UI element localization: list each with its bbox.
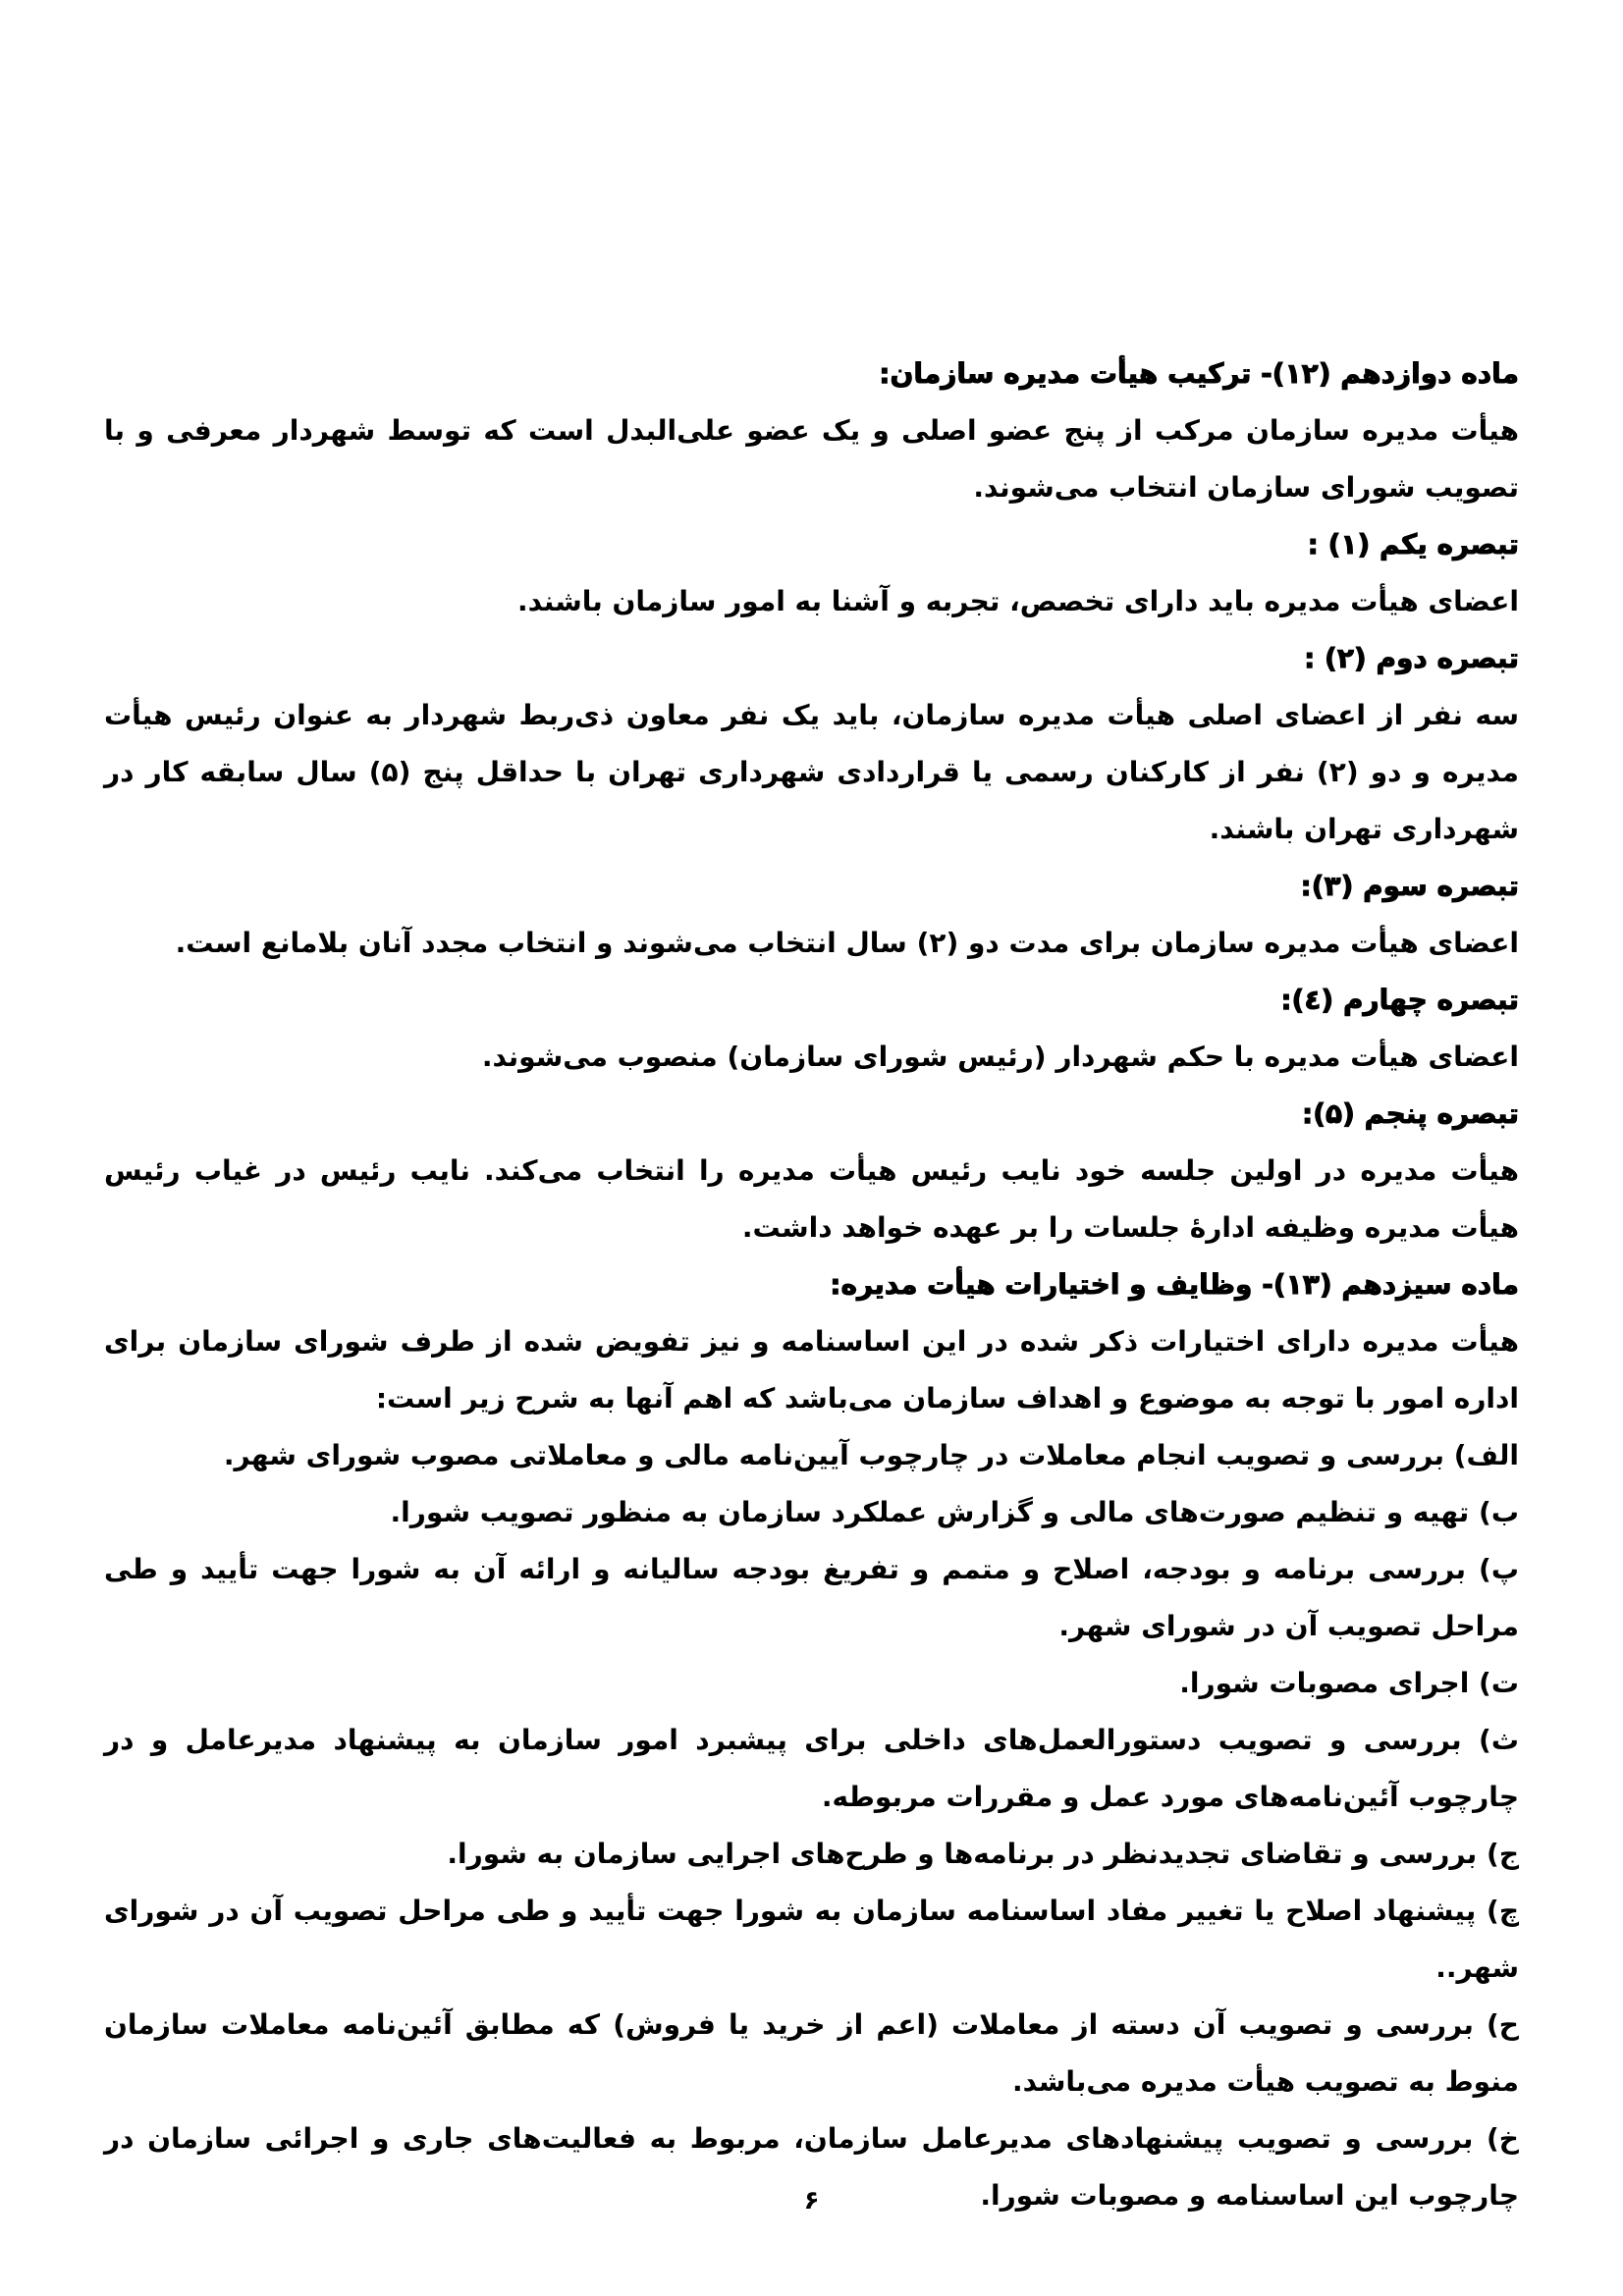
body-paragraph: هیأت مدیره در اولین جلسه خود نایب رئیس هیأت مدیره را انتخاب می‌کند. نایب رئیس در غیاب رئیس هیأت مدیره وظیفه ادارهٔ جلسات را بر عهده خواهد داشت.: [104, 1154, 1519, 1244]
body-paragraph: هیأت مدیره سازمان مرکب از پنج عضو اصلی و یک عضو علی‌البدل است که توسط شهردار معرفی و با تصویب شورای سازمان انتخاب می‌شوند.: [104, 414, 1519, 504]
body-paragraph: اعضای هیأت مدیره باید دارای تخصص، تجربه و آشنا به امور سازمان باشند.: [516, 585, 1519, 617]
body-paragraph: الف) بررسی و تصویب انجام معاملات در چارچوب آیین‌نامه مالی و معاملاتی مصوب شورای شهر.: [223, 1439, 1519, 1471]
body-paragraph: ث) بررسی و تصویب دستورالعمل‌های داخلی برای پیشبرد امور سازمان به پیشنهاد مدیرعامل و در چارچوب آئین‌نامه‌های مورد عمل و مقررات مربوطه.: [104, 1724, 1519, 1813]
document-body: [104, 346, 1519, 2224]
body-paragraph: پ) بررسی برنامه و بودجه، اصلاح و متمم و تفریغ بودجه سالیانه و ارائه آن به شورا جهت تأیید و طی مراحل تصویب آن در شورای شهر.: [104, 1553, 1519, 1642]
body-paragraph: ح) بررسی و تصویب آن دسته از معاملات (اعم از خرید یا فروش) که مطابق آئین‌نامه معاملات سازمان منوط به تصویب هیأت مدیره می‌باشد.: [104, 2008, 1519, 2098]
section-heading: ماده سیزدهم (۱۳)- وظایف و اختیارات هیأت مدیره:: [830, 1268, 1519, 1301]
body-paragraph: سه نفر از اعضای اصلی هیأت مدیره سازمان، باید یک نفر معاون ذی‌ربط شهردار به عنوان رئیس هیأت مدیره و دو (۲) نفر از کارکنان رسمی یا قراردادی شهرداری تهران با حداقل پنج (۵) سال سابقه کار در شهرداری تهران باشند.: [104, 699, 1519, 845]
body-paragraph: ج) بررسی و تقاضای تجدیدنظر در برنامه‌ها و طرح‌های اجرایی سازمان به شورا.: [447, 1838, 1519, 1870]
section-heading: تبصره سوم (۳):: [1300, 870, 1519, 902]
section-heading: تبصره یکم (۱) :: [1307, 528, 1519, 561]
body-paragraph: ت) اجرای مصوبات شورا.: [1179, 1667, 1519, 1699]
page-number: ۶: [803, 2186, 820, 2216]
body-paragraph: ب) تهیه و تنظیم صورت‌های مالی و گزارش عملکرد سازمان به منظور تصویب شورا.: [390, 1496, 1519, 1528]
body-paragraph: خ) بررسی و تصویب پیشنهادهای مدیرعامل سازمان، مربوط به فعالیت‌های جاری و اجرائی سازمان در چارچوب این اساسنامه و مصوبات شورا.: [104, 2122, 1519, 2212]
page-footer: [0, 2181, 1623, 2220]
body-paragraph: چ) پیشنهاد اصلاح یا تغییر مفاد اساسنامه سازمان به شورا جهت تأیید و طی مراحل تصویب آن در شورای شهر..: [104, 1895, 1519, 1984]
section-heading: تبصره پنجم (۵):: [1302, 1097, 1519, 1130]
body-paragraph: اعضای هیأت مدیره با حکم شهردار (رئیس شورای سازمان) منصوب می‌شوند.: [481, 1041, 1519, 1073]
body-paragraph: اعضای هیأت مدیره سازمان برای مدت دو (۲) سال انتخاب می‌شوند و انتخاب مجدد آنان بلامانع است.: [175, 927, 1519, 959]
body-paragraph: هیأت مدیره دارای اختیارات ذکر شده در این اساسنامه و نیز تفویض شده از طرف شورای سازمان برای اداره امور با توجه به موضوع و اهداف سازمان می‌باشد که اهم آنها به شرح زیر است:: [104, 1325, 1519, 1415]
section-heading: تبصره چهارم (٤):: [1280, 984, 1519, 1016]
section-heading: ماده دوازدهم (۱۲)- ترکیب هیأت مدیره سازمان:: [879, 357, 1519, 390]
section-heading: تبصره دوم (۲) :: [1304, 642, 1519, 674]
